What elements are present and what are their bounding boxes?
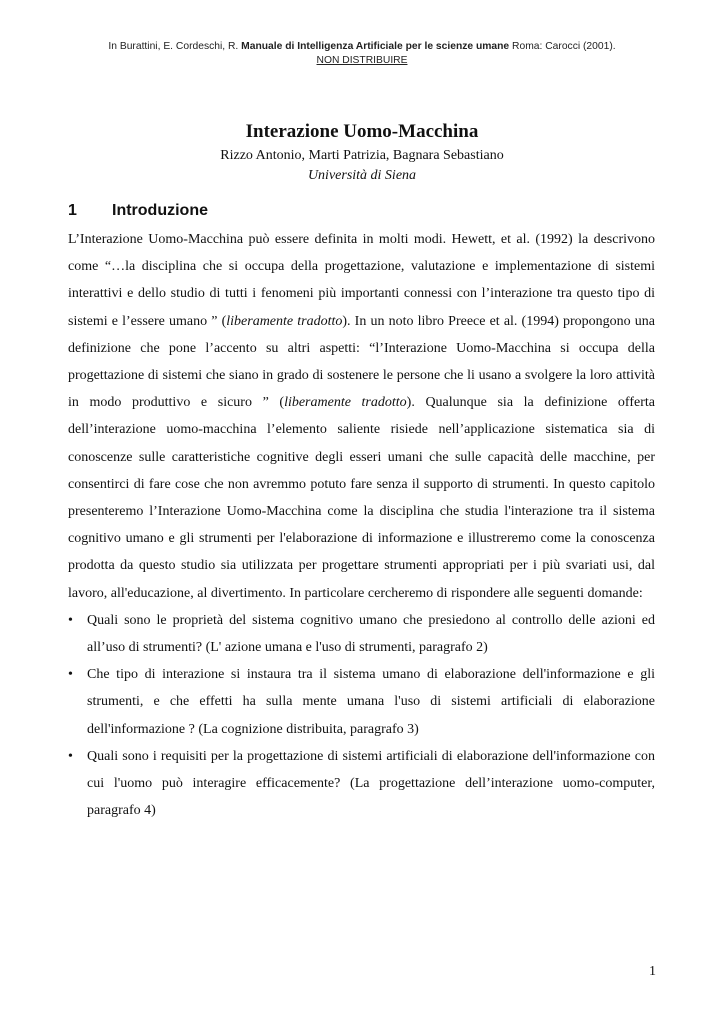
list-item <box>68 607 655 661</box>
citation-suffix: Roma: Carocci (2001). <box>512 41 616 52</box>
section-heading <box>68 202 208 220</box>
document-title: Interazione Uomo-Macchina <box>245 121 479 142</box>
body-text <box>68 226 655 824</box>
bullet-icon: • <box>68 748 73 764</box>
distribution-notice: NON DISTRIBUIRE <box>316 55 408 66</box>
page-header <box>0 40 724 68</box>
authors: Rizzo Antonio, Marti Patrizia, Bagnara Sebastiano <box>220 148 504 163</box>
bullet-icon: • <box>68 612 73 628</box>
paragraph-text-2: ). In un noto libro Preece et al. (1994) propongono una definizione che pone l’accento su altri aspetti: “l’Interazione Uomo-Macchina si occupa della progettazione di sistemi che siano in grado di sostenere le persone che li usano a svolgere la loro attività in modo produttivo e sicuro ” ( <box>68 313 655 411</box>
page-number: 1 <box>649 964 656 979</box>
bullet-icon: • <box>68 667 73 683</box>
section-number: 1 <box>68 202 77 219</box>
list-item-text: Quali sono i requisiti per la progettazione di sistemi artificiali di elaborazione dell'informazione con cui l'uomo può interagire efficacemente? (La progettazione dell’interazione uomo-computer, paragrafo 4) <box>87 748 655 819</box>
paragraph-italic-2: liberamente tradotto <box>284 395 407 411</box>
affiliation: Università di Siena <box>307 168 417 183</box>
list-item-text: Quali sono le proprietà del sistema cognitivo umano che presiedono al controllo delle azioni ed all’uso di strumenti? (L' azione umana e l'uso di strumenti, paragrafo 2) <box>87 612 655 656</box>
list-item-text: Che tipo di interazione si instaura tra il sistema umano di elaborazione dell'informazione e gli strumenti, e che effetti ha sulla mente umana l'uso di sistemi artificiali di elaborazione dell'informazione ? (La cognizione distribuita, paragrafo 3) <box>87 667 655 737</box>
section-title: Introduzione <box>112 202 208 219</box>
citation-book-title: Manuale di Intelligenza Artificiale per le scienze umane <box>241 41 510 52</box>
list-item <box>68 661 655 743</box>
paragraph-italic-1: liberamente tradotto <box>226 313 343 329</box>
question-list <box>68 607 655 825</box>
intro-paragraph <box>68 226 655 607</box>
paragraph-text-3: ). Qualunque sia la definizione offerta dell’interazione uomo-macchina l’elemento saliente risiede nell’applicazione sistematica sia di conoscenze sulle caratteristiche cognitive degli esseri umani che sulle capacità delle macchine, per consentirci di fare cose che non avremmo potuto fare senza il supporto di strumenti. In questo capitolo presenteremo l’Interazione Uomo-Macchina come la disciplina che studia l'interazione tra il sistema cognitivo umano e gli strumenti per l'elaborazione di informazione e illustreremo come la conoscenza prodotta da questo studio sia utilizzata per progettare strumenti appropriati per i più svariati usi, dal lavoro, all'educazione, al divertimento. In particolare cercheremo di rispondere alle seguenti domande: <box>68 395 655 601</box>
list-item <box>68 743 655 825</box>
citation-prefix: In Burattini, E. Cordeschi, R. <box>108 41 239 52</box>
citation-line <box>0 40 724 54</box>
paragraph-text-1: L’Interazione Uomo-Macchina può essere definita in molti modi. Hewett, et al. (1992) la descrivono come “…la disciplina che si occupa della progettazione, valutazione e implementazione di sistemi interattivi e dello studio di tutti i fenomeni più importanti connessi con l’interazione tra questo tipo di sistemi e l’essere umano ” ( <box>68 232 655 329</box>
title-block <box>0 120 724 186</box>
